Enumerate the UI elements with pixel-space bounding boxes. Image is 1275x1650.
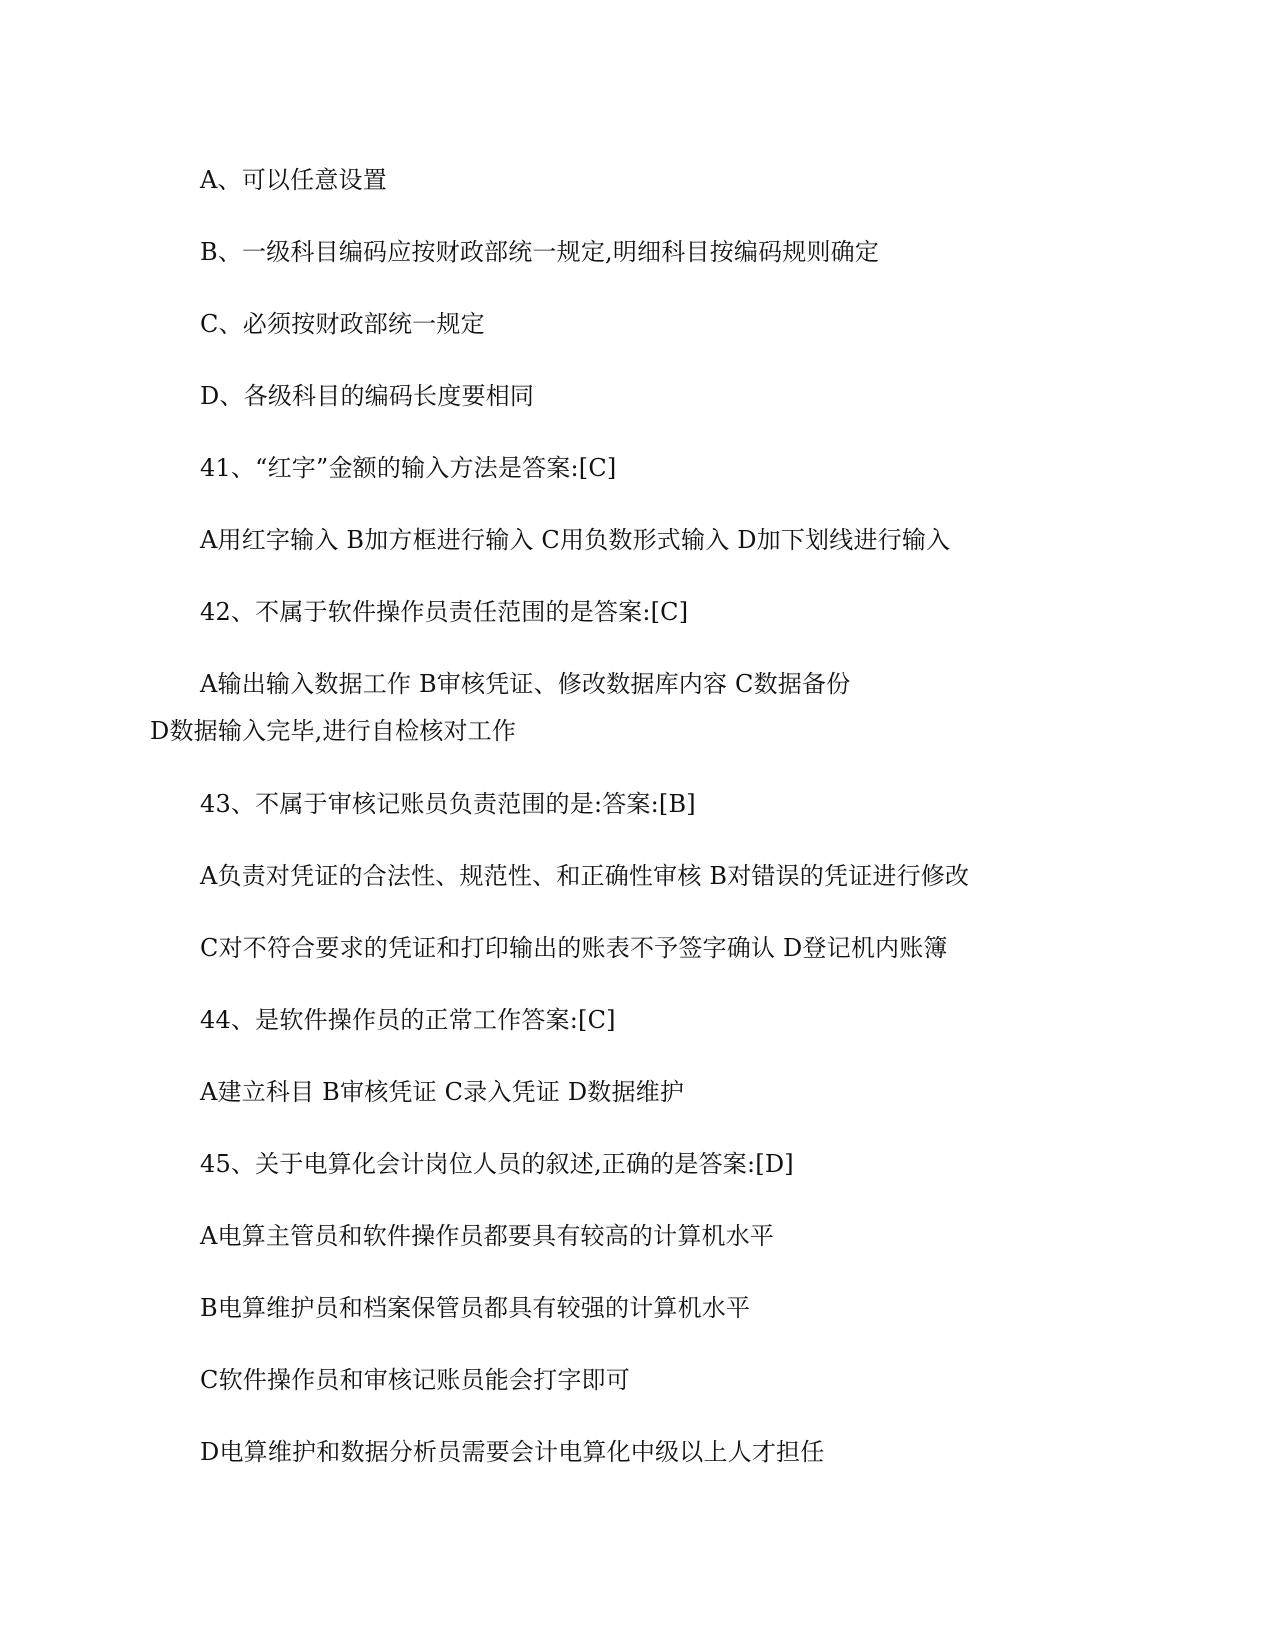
question-41: 41、“红字”金额的输入方法是答案:[C] [200,454,617,482]
question-41-options: A用红字输入 B加方框进行输入 C用负数形式输入 D加下划线进行输入 [200,526,951,554]
question-42-options: A输出输入数据工作 B审核凭证、修改数据库内容 C数据备份 [200,670,851,698]
question-43-options-line-1: A负责对凭证的合法性、规范性、和正确性审核 B对错误的凭证进行修改 [200,862,970,890]
option-c-line: C、必须按财政部统一规定 [200,310,485,338]
option-d-line: D、各级科目的编码长度要相同 [200,382,535,410]
question-43-options-line-2: C对不符合要求的凭证和打印输出的账表不予签字确认 D登记机内账簿 [200,934,948,962]
question-42: 42、不属于软件操作员责任范围的是答案:[C] [200,598,689,626]
question-45-option-b: B电算维护员和档案保管员都具有较强的计算机水平 [200,1294,751,1322]
question-44-options: A建立科目 B审核凭证 C录入凭证 D数据维护 [200,1078,685,1106]
question-43: 43、不属于审核记账员负责范围的是:答案:[B] [200,790,696,818]
question-45-option-a: A电算主管员和软件操作员都要具有较高的计算机水平 [200,1222,775,1250]
question-44: 44、是软件操作员的正常工作答案:[C] [200,1006,616,1034]
question-45: 45、关于电算化会计岗位人员的叙述,正确的是答案:[D] [200,1150,794,1178]
question-45-option-d: D电算维护和数据分析员需要会计电算化中级以上人才担任 [200,1438,825,1466]
option-b-line: B、一级科目编码应按财政部统一规定,明细科目按编码规则确定 [200,238,880,266]
question-45-option-c: C软件操作员和审核记账员能会打字即可 [200,1366,630,1394]
question-42-options-continued: D数据输入完毕,进行自检核对工作 [150,717,517,745]
option-a-line: A、可以任意设置 [200,166,387,194]
